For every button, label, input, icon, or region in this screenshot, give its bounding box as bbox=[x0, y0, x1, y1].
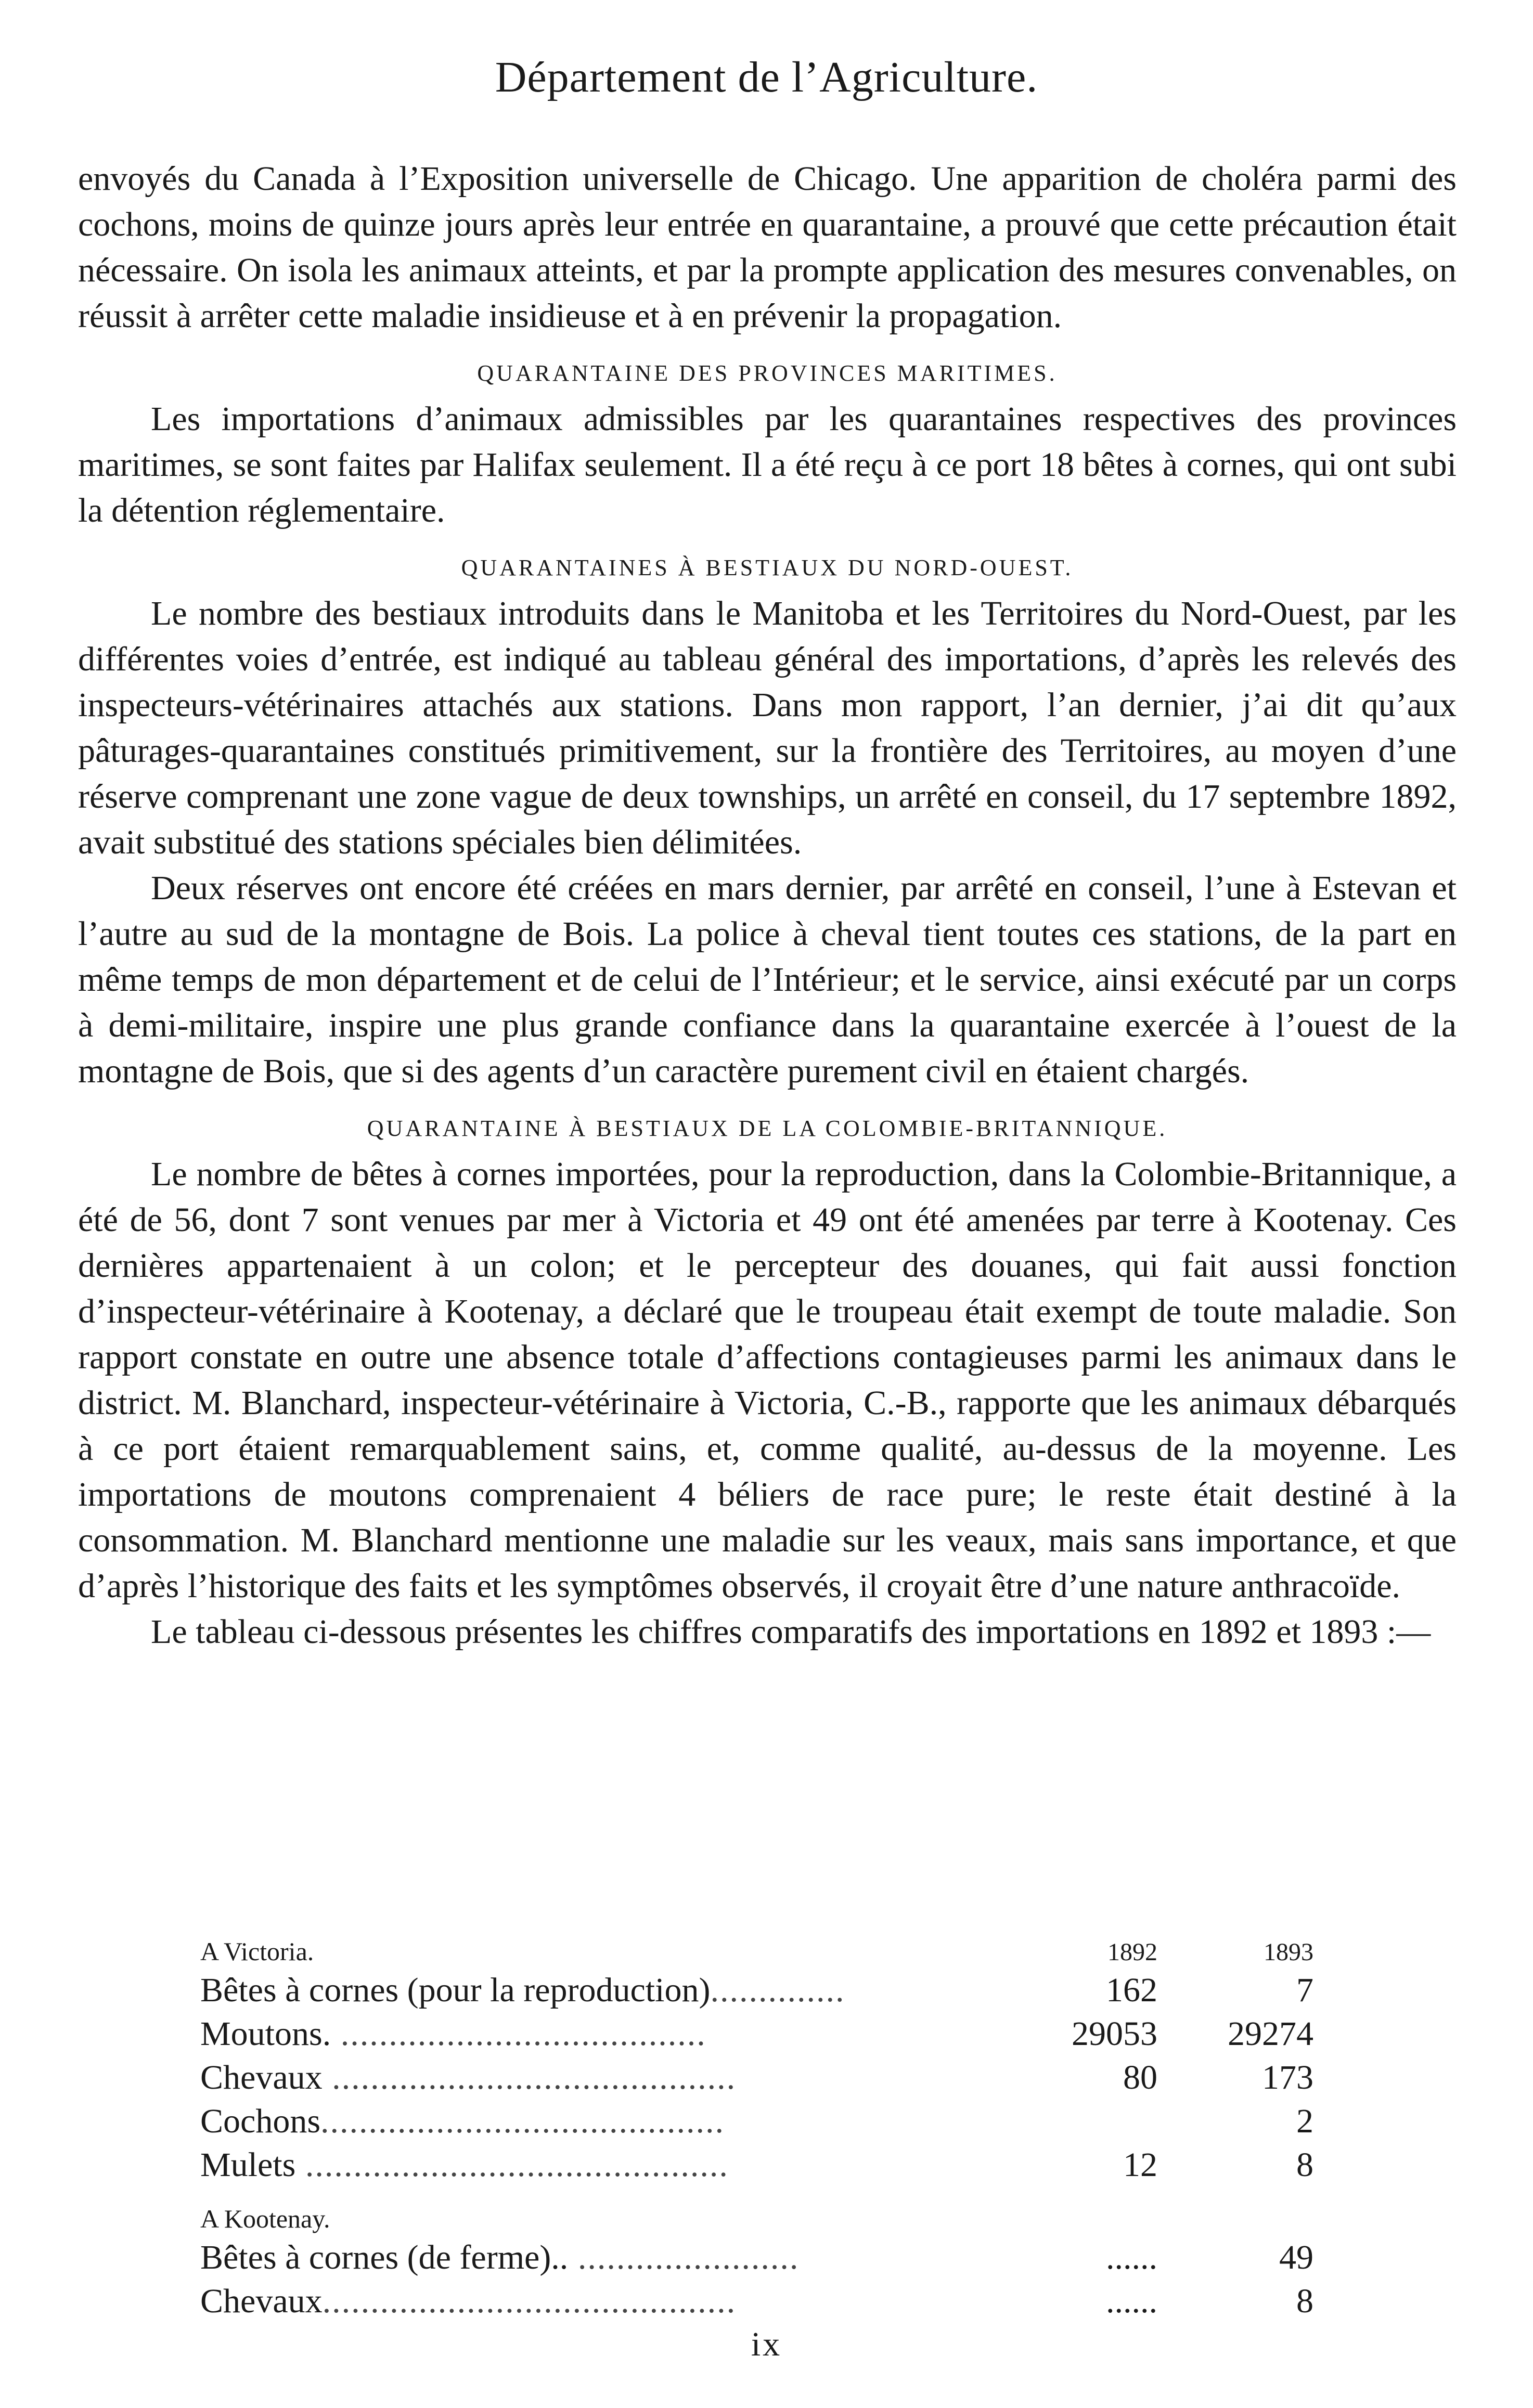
value-1892: ...... bbox=[1106, 2238, 1157, 2276]
value-1893: 173 bbox=[1262, 2059, 1313, 2096]
value-1892: 80 bbox=[1123, 2059, 1157, 2096]
table-row bbox=[200, 2054, 1313, 2098]
paragraph-maritimes: Les importations d’animaux admissibles par les quarantaines respectives des provinces maritimes, se sont faites par Halifax seulement. Il a été reçu à ce port 18 bêtes à cornes, qui ont subi la détention réglementaire. bbox=[78, 400, 1457, 529]
body-text bbox=[78, 156, 1457, 1655]
row-label: Cochons.......................................... bbox=[200, 2102, 725, 2140]
table-row bbox=[200, 2010, 1313, 2054]
page-number: ix bbox=[751, 2325, 782, 2363]
paragraph-nord-ouest-1: Le nombre des bestiaux introduits dans le Manitoba et les Territoires du Nord-Ouest, par les différentes voies d’entrée, est indiqué au tableau général des importations, d’après les relevés des inspecteurs-vétérinaires attachés aux stations. Dans mon rapport, l’an dernier, j’ai dit qu’aux pâturages-quarantaines constitués primitivement, sur la frontière des Territoires, au moyen d’une réserve comprenant une zone vague de deux townships, un arrêté en conseil, du 17 septembre 1892, avait substitué des stations spéciales bien délimitées. bbox=[78, 594, 1457, 861]
paragraph-continuation: envoyés du Canada à l’Exposition universelle de Chicago. Une apparition de choléra parmi des cochons, moins de quinze jours après leur entrée en quarantaine, a prouvé que cette précaution était nécessaire. On isola les animaux atteints, et par la prompte application des mesures convenables, on réussit à arrêter cette maladie insidieuse et à en prévenir la propagation. bbox=[78, 160, 1457, 335]
value-1892: 12 bbox=[1123, 2146, 1157, 2184]
paragraph-nord-ouest-2: Deux réserves ont encore été créées en mars dernier, par arrêté en conseil, l’une à Estevan et l’autre au sud de la montagne de Bois. La police à cheval tient toutes ces stations, de la part en même temps de mon département et de celui de l’Intérieur; et le service, ainsi exécuté par un corps à demi-militaire, inspire une plus grande confiance dans la quarantaine exercée à l’ouest de la montagne de Bois, que si des agents d’un caractère purement civil en étaient chargés. bbox=[78, 869, 1457, 1090]
value-1893: 2 bbox=[1296, 2102, 1313, 2140]
paragraph-colombie-2: Le tableau ci-dessous présentes les chiffres comparatifs des importations en 1892 et 1893 :— bbox=[151, 1613, 1431, 1651]
value-1892: 162 bbox=[1106, 1971, 1157, 2009]
row-label: Chevaux........................................... bbox=[200, 2282, 737, 2320]
row-label: Bêtes à cornes (pour la reproduction).............. bbox=[200, 1971, 845, 2009]
location-row-kootenay bbox=[200, 2185, 1313, 2234]
year-header-1892: 1892 bbox=[1107, 1938, 1157, 1966]
table-row bbox=[200, 1966, 1313, 2010]
section-heading-nord-ouest: QUARANTAINES À BESTIAUX DU NORD-OUEST. bbox=[461, 555, 1074, 580]
value-1892: ...... bbox=[1106, 2282, 1157, 2320]
row-label: Mulets ............................................ bbox=[200, 2146, 729, 2184]
location-label-kootenay: A Kootenay. bbox=[200, 2204, 330, 2233]
table-header-row bbox=[200, 1927, 1313, 1966]
table-row bbox=[200, 2141, 1313, 2185]
section-heading-maritimes: QUARANTAINE DES PROVINCES MARITIMES. bbox=[477, 360, 1058, 386]
value-1893: 49 bbox=[1279, 2238, 1313, 2276]
table-row bbox=[200, 2234, 1313, 2277]
section-heading-colombie: QUARANTAINE À BESTIAUX DE LA COLOMBIE-BRITANNIQUE. bbox=[367, 1116, 1168, 1141]
table-row bbox=[200, 2277, 1313, 2321]
value-1892 bbox=[1033, 2098, 1157, 2141]
row-label: Chevaux .......................................... bbox=[200, 2059, 737, 2096]
imports-table bbox=[200, 1927, 1313, 2321]
year-header-1893: 1893 bbox=[1264, 1938, 1313, 1966]
value-1893: 29274 bbox=[1228, 2015, 1313, 2053]
value-1893: 8 bbox=[1296, 2282, 1313, 2320]
location-label-victoria: A Victoria. bbox=[200, 1937, 314, 1966]
row-label: Bêtes à cornes (de ferme).. ....................... bbox=[200, 2238, 800, 2276]
paragraph-colombie-1: Le nombre de bêtes à cornes importées, pour la reproduction, dans la Colombie-Britannique, a été de 56, dont 7 sont venues par mer à Victoria et 49 ont été amenées par terre à Kootenay. Ces dernières appartenaient à un colon; et le percepteur des douanes, qui fait aussi fonction d’inspecteur-vétérinaire à Kootenay, a déclaré que le troupeau était exempt de toute maladie. Son rapport constate en outre une absence totale d’affections contagieuses parmi les animaux dans le district. M. Blanchard, inspecteur-vétérinaire à Victoria, C.-B., rapporte que les animaux débarqués à ce port étaient remarquablement sains, et, comme qualité, au-dessus de la moyenne. Les importations de moutons comprenaient 4 béliers de race pure; le reste était destiné à la consommation. M. Blanchard mentionne une maladie sur les veaux, mais sans importance, et que d’après l’historique des faits et les symptômes observés, il croyait être d’une nature anthracoïde. bbox=[78, 1155, 1457, 1605]
row-label: Moutons. ...................................... bbox=[200, 2015, 706, 2053]
value-1893: 8 bbox=[1296, 2146, 1313, 2184]
running-head: Département de l’Agriculture. bbox=[495, 53, 1038, 101]
table-row bbox=[200, 2098, 1313, 2141]
value-1892: 29053 bbox=[1072, 2015, 1157, 2053]
value-1893: 7 bbox=[1296, 1971, 1313, 2009]
